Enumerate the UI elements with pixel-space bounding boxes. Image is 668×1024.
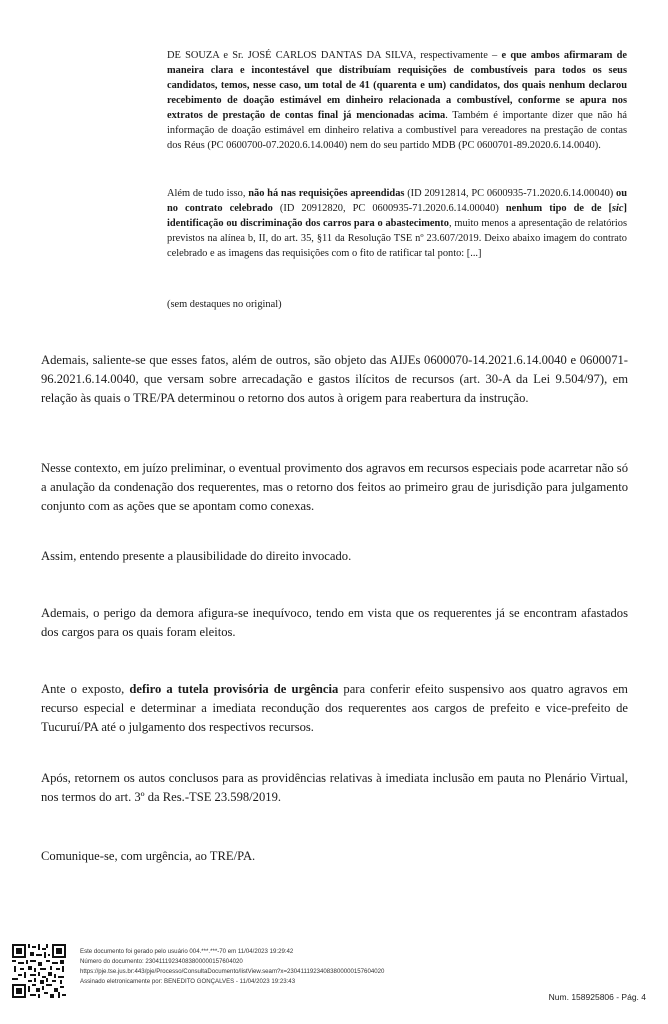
decision-text: para conferir efeito suspensivo aos quatro agravos em recurso especial e determinar a imediata recondução dos requerentes aos cargos de prefeito e vice-prefeito de Tucuruí/PA até o julgamento dos respectivos recursos. (41, 682, 628, 734)
paragraph-comunique: Comunique-se, com urgência, ao TRE/PA. (41, 849, 256, 863)
quote-text: (ID 20912820, PC 0600935-71.2020.6.14.00040) (272, 203, 506, 214)
footer-url-link[interactable]: https://pje.tse.jus.br:443/pje/Processo/ConsultaDocumento/listView.seam?x=23041119234083800000157604020 (80, 968, 385, 975)
quote-bold-text: ou no contrato celebrado (167, 188, 628, 214)
page-number: Num. 158925806 - Pág. 4 (548, 992, 646, 1002)
paragraph-apos: Após, retornem os autos conclusos para as providências relativas à imediata inclusão em pauta no Plenário Virtual, nos termos do art. 3º da Res.-TSE 23.598/2019. (41, 771, 628, 804)
footer-document-number: Número do documento: 23041119234083800000157604020 (80, 958, 243, 965)
decision-text: Ante o exposto, (41, 682, 130, 696)
quote-paragraph-2 (167, 186, 627, 261)
paragraph-perigo-demora: Ademais, o perigo da demora afigura-se inequívoco, tendo em vista que os requerentes já se encontram afastados dos cargos para os quais foram eleitos. (41, 606, 628, 639)
quote-bold-text: não há nas requisições apreendidas (248, 188, 405, 199)
paragraph-plausibilidade: Assim, entendo presente a plausibilidade do direito invocado. (41, 549, 352, 563)
quote-bold-text: e que ambos afirmaram de maneira clara e incontestável que distribuíam requisições de combustíveis para todos os seus candidatos, temos, nesse caso, um total de 41 (quarenta e um) candidatos, dos quais nenhum declarou recebimento de doação estimável em dinheiro relacionada a combustível, conforme se apura nos extratos de prestação de contas final já mencionadas acima (167, 50, 627, 121)
quote-text: Além de tudo isso, (167, 188, 249, 199)
quote-text: , muito menos a apresentação de relatórios previstos na alínea b, II, do art. 35, §11 da Resolução TSE nº 23.607/2019. Deixo abaixo imagem do contrato celebrado e as imagens das requisições com o fito de ratificar tal ponto: [...] (167, 218, 627, 259)
footer-signature-line: Assinado eletronicamente por: BENEDITO GONÇALVES - 11/04/2023 19:23:43 (80, 978, 296, 985)
quote-text: DE SOUZA e Sr. JOSÉ CARLOS DANTAS DA SILVA, respectivamente – (167, 50, 502, 61)
paragraph-contexto: Nesse contexto, em juízo preliminar, o eventual provimento dos agravos em recursos especiais pode acarretar não só a anulação da condenação dos requerentes, mas o retorno dos feitos ao primeiro grau de jurisdição para julgamento conjunto com as ações que se apontam como conexas. (41, 461, 628, 513)
quote-note: (sem destaques no original) (167, 299, 282, 310)
decision-bold-text: defiro a tutela provisória de urgência (129, 682, 339, 696)
quote-text: . Também é importante dizer que não há informação de doação estimável em dinheiro relativa a combustível para vereadores na prestação de contas dos Réus (PC 0600700-07.2020.6.14.0040) nem do seu partido MDB (PC 0600701-89.2020.6.14.0040). (167, 110, 627, 151)
quote-sic: sic (611, 203, 624, 214)
paragraph-aijes: Ademais, saliente-se que esses fatos, além de outros, são objeto das AIJEs 0600070-14.2021.6.14.0040 e 0600071-96.2021.6.14.0040, que versam sobre arrecadação e gastos ilícitos de recursos (art. 30-A da Lei 9.504/97), em relação às quais o TRE/PA determinou o retorno dos autos à origem para reabertura da instrução. (41, 353, 628, 405)
quote-bold-text: ] identificação ou discriminação dos carros para o abastecimento (167, 203, 627, 229)
qr-code-icon (12, 944, 66, 998)
document-footer (80, 947, 440, 987)
paragraph-decisao (41, 680, 628, 737)
quote-bold-text: nenhum tipo de de [ (505, 203, 612, 214)
quote-paragraph-1 (167, 48, 627, 153)
quote-text: (ID 20912814, PC 0600935-71.2020.6.14.00040) (404, 188, 617, 199)
footer-generated-line: Este documento foi gerado pelo usuário 004.***.***-70 em 11/04/2023 19:29:42 (80, 948, 294, 955)
